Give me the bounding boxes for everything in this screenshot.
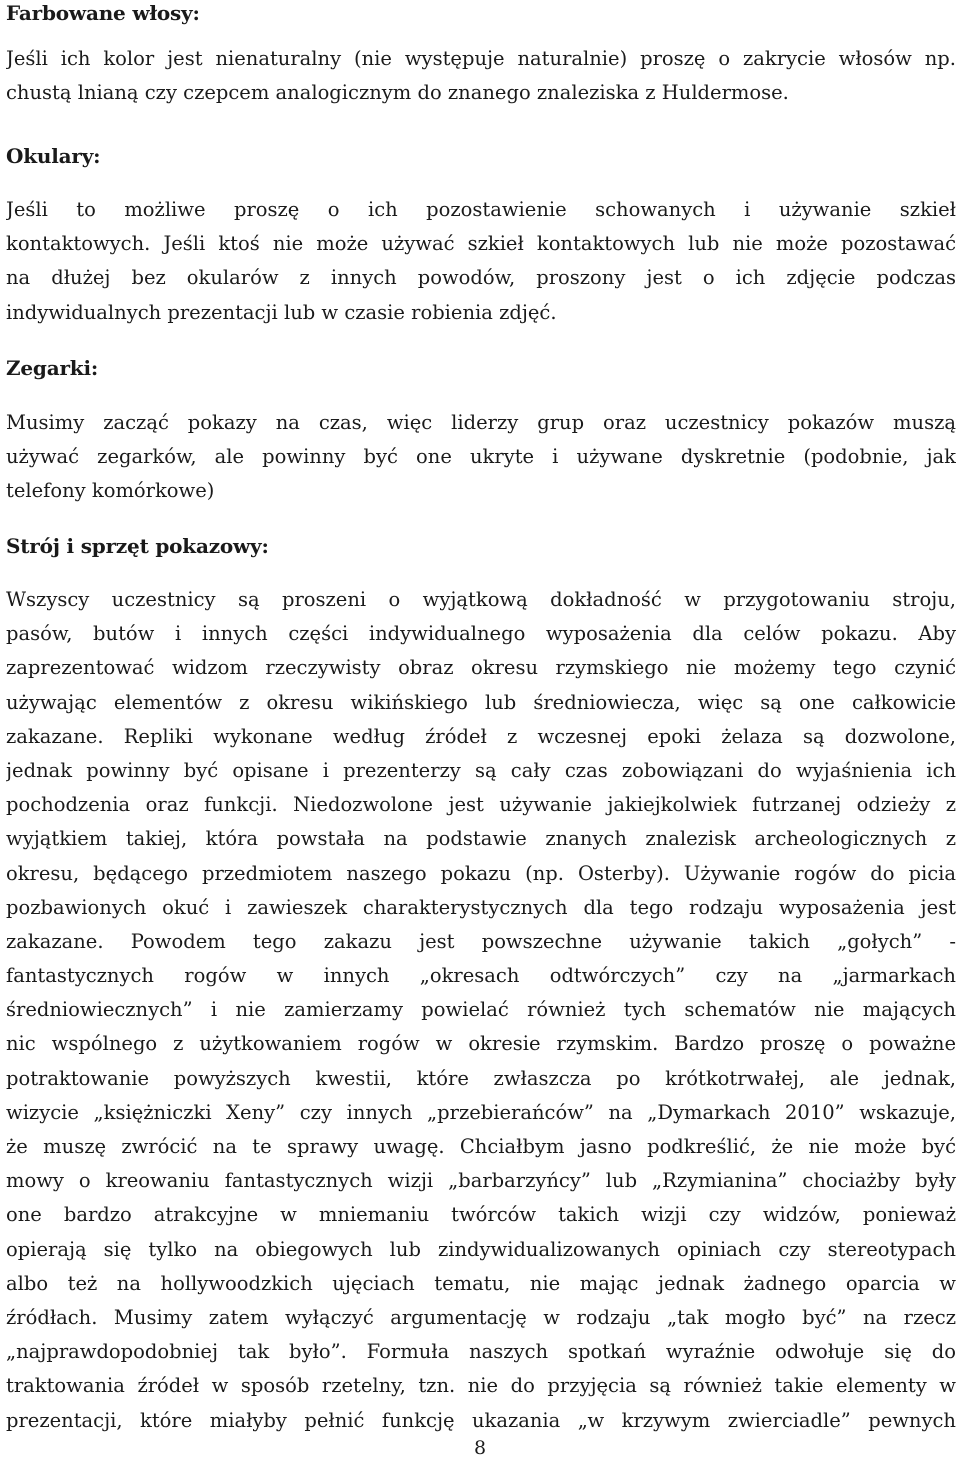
section-heading-glasses: Okulary: [6,144,101,168]
text-line: wyjątkiem takiej, która powstała na podstawie znanych znalezisk archeologicznych z [6,827,956,851]
section-paragraph-costume-equipment [6,583,956,1438]
text-line: zakazane. Repliki wykonane według źródeł z wczesnej epoki żelaza są dozwolone, [6,724,956,748]
text-line: mowy o kreowaniu fantastycznych wizji „barbarzyńcy” lub „Rzymianina” chociażby były [6,1169,956,1193]
text-line: używając elementów z okresu wikińskiego lub średniowiecza, więc są one całkowicie [6,690,956,714]
text-line: pochodzenia oraz funkcji. Niedozwolone jest używanie jakiejkolwiek futrzanej odzieży z [6,793,956,817]
text-line: pozbawionych okuć i zawieszek charakterystycznych dla tego rodzaju wyposażenia jest [6,895,956,919]
text-line: albo też na hollywoodzkich ujęciach tematu, nie mając jednak żadnego oparcia w [6,1271,956,1295]
text-line: okresu, będącego przedmiotem naszego pokazu (np. Osterby). Używanie rogów do picia [6,861,956,885]
text-line: opierają się tylko na obiegowych lub zindywidualizowanych opiniach czy stereotypach [6,1237,956,1261]
text-line: telefony komórkowe) [6,479,215,503]
section-paragraph-dyed-hair [6,42,956,110]
text-line: one bardzo atrakcyjne w mniemaniu twórców takich wizji czy widzów, ponieważ [6,1203,956,1227]
text-line: chustą lnianą czy czepcem analogicznym do znanego znaleziska z Huldermose. [6,81,789,105]
text-line: używać zegarków, ale powinny być one ukryte i używane dyskretnie (podobnie, jak [6,445,956,469]
text-line: zakazane. Powodem tego zakazu jest powszechne używanie takich „gołych” - [6,929,956,953]
section-paragraph-glasses [6,193,956,330]
text-line: Jeśli ich kolor jest nienaturalny (nie występuje naturalnie) proszę o zakrycie włosów np. [6,47,956,70]
text-line: że muszę zwrócić na te sprawy uwagę. Chciałbym jasno podkreślić, że nie może być [6,1135,956,1158]
text-line: średniowiecznych” i nie zamierzamy powielać również tych schematów nie mających [6,998,956,1022]
section-paragraph-watches [6,406,956,509]
text-line: na dłużej bez okularów z innych powodów, proszony jest o ich zdjęcie podczas [6,266,956,290]
text-line: Musimy zacząć pokazy na czas, więc liderzy grup oraz uczestnicy pokazów muszą [6,411,956,434]
text-line: indywidualnych prezentacji lub w czasie robienia zdjęć. [6,300,557,324]
text-line: Wszyscy uczestnicy są proszeni o wyjątkową dokładność w przygotowaniu stroju, [6,588,956,611]
text-line: potraktowanie powyższych kwestii, które zwłaszcza po krótkotrwałej, ale jednak, [6,1066,956,1090]
text-line: traktowania źródeł w sposób rzetelny, tzn. nie do przyjęcia są również takie elementy w [6,1374,956,1398]
text-line: Jeśli to możliwe proszę o ich pozostawienie schowanych i używanie szkieł [6,198,956,221]
page-number: 8 [473,1437,487,1459]
text-line: pasów, butów i innych części indywidualnego wyposażenia dla celów pokazu. Aby [6,622,956,646]
text-line: wizycie „księżniczki Xeny” czy innych „przebierańców” na „Dymarkach 2010” wskazuje, [6,1100,956,1124]
text-line: prezentacji, które miałyby pełnić funkcję ukazania „w krzywym zwierciadle” pewnych [6,1408,956,1432]
text-line: „najprawdopodobniej tak było”. Formuła naszych spotkań wyraźnie odwołuje się do [6,1340,956,1364]
text-line: fantastycznych rogów w innych „okresach odtwórczych” czy na „jarmarkach [6,964,956,988]
section-heading-dyed-hair: Farbowane włosy: [6,1,200,25]
section-heading-watches: Zegarki: [6,356,99,380]
text-line: zaprezentować widzom rzeczywisty obraz okresu rzymskiego nie możemy tego czynić [6,656,956,680]
text-line: jednak powinny być opisane i prezenterzy są cały czas zobowiązani do wyjaśnienia ich [6,758,956,782]
text-line: kontaktowych. Jeśli ktoś nie może używać szkieł kontaktowych lub nie może pozostawać [6,232,956,256]
text-line: nic wspólnego z użytkowaniem rogów w okresie rzymskim. Bardzo proszę o poważne [6,1032,956,1056]
section-heading-costume-equipment: Strój i sprzęt pokazowy: [6,534,269,558]
text-line: źródłach. Musimy zatem wyłączyć argumentację w rodzaju „tak mogło być” na rzecz [6,1305,956,1329]
